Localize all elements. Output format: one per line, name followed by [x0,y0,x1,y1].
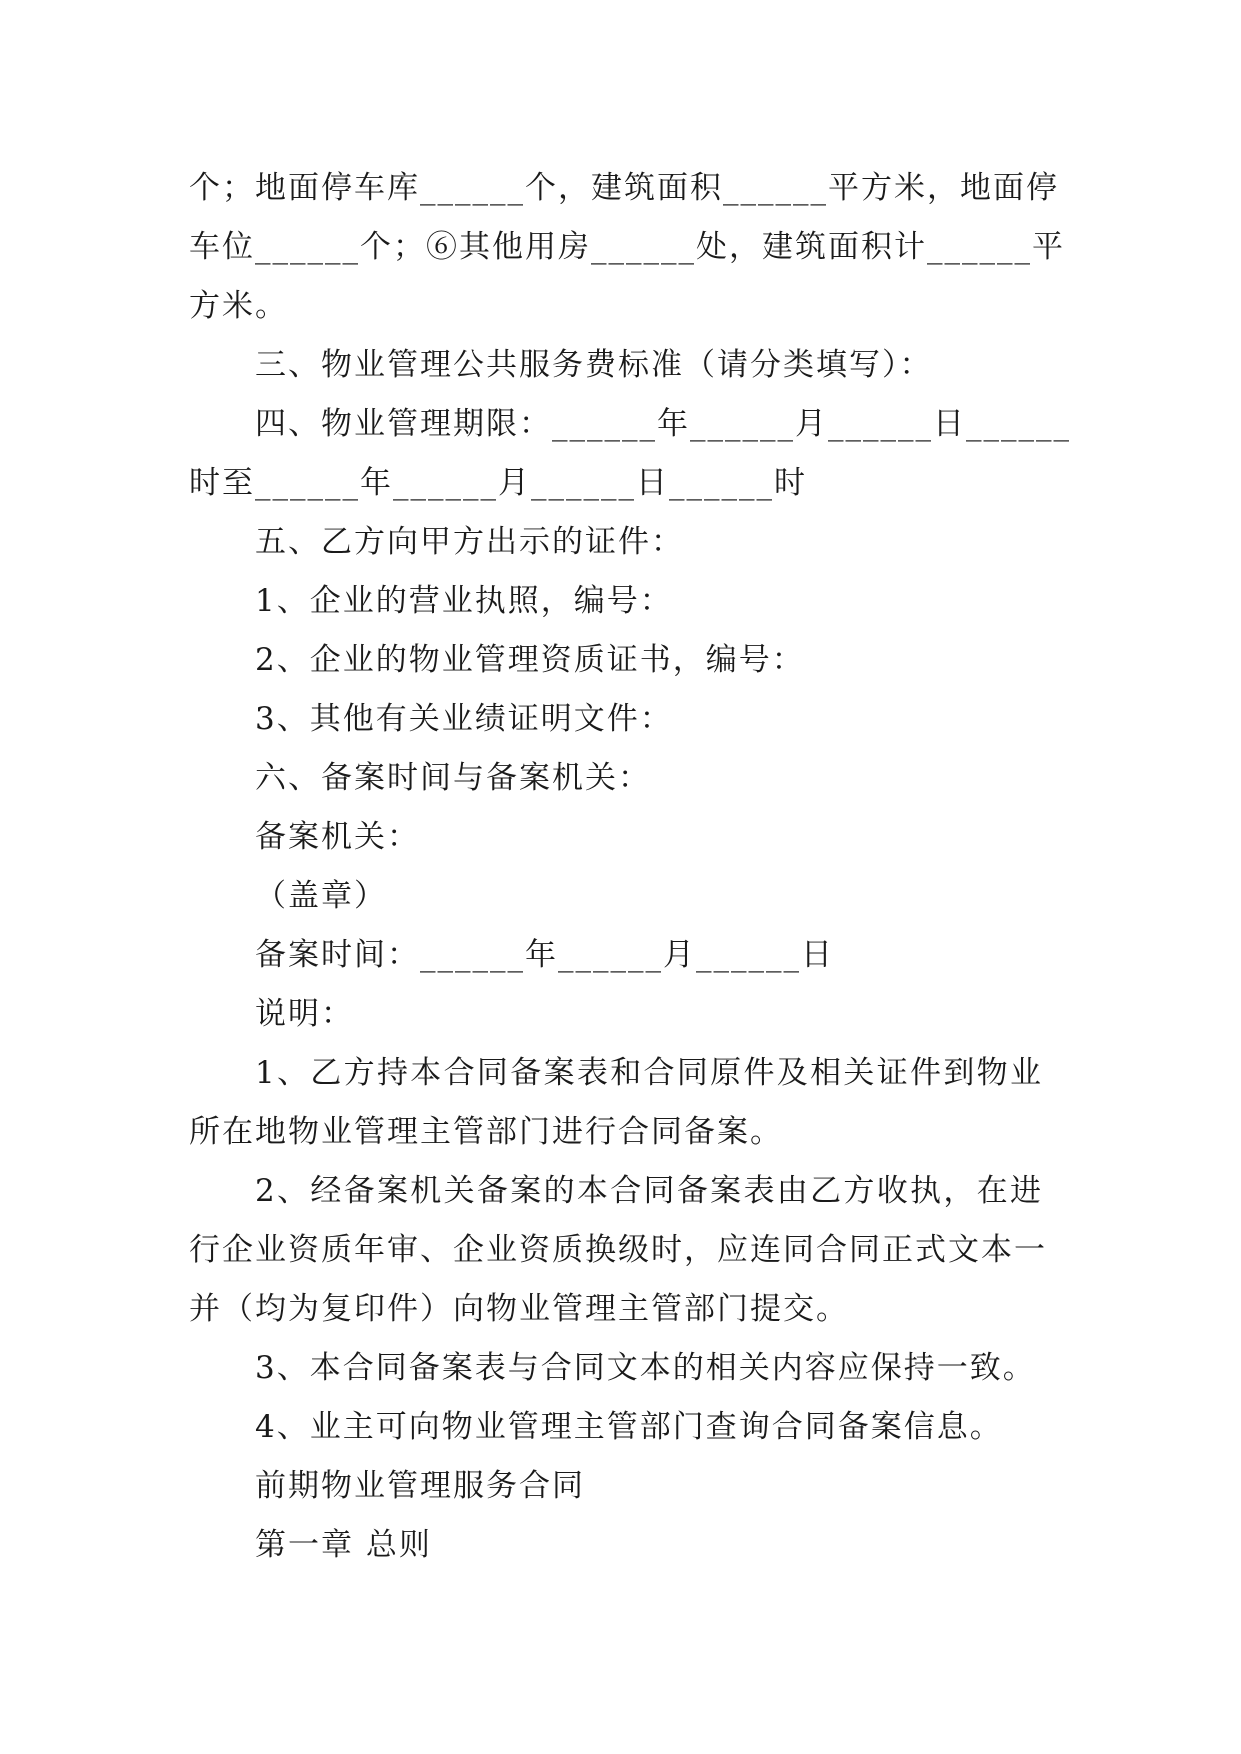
seal-label: （盖章） [255,878,387,914]
filing-date-label: 备案时间：______年______月______日 [255,937,834,973]
list-item: 1、企业的营业执照，编号： [255,583,673,619]
list-item: 3、其他有关业绩证明文件： [255,701,673,737]
paragraph-line: 行企业资质年审、企业资质换级时，应连同合同正式文本一 [189,1232,1047,1268]
list-item: 1、乙方持本合同备案表和合同原件及相关证件到物业 [255,1055,1043,1091]
paragraph-line: 所在地物业管理主管部门进行合同备案。 [189,1114,783,1150]
section-heading: 四、物业管理期限：______年______月______日______ [255,406,1071,442]
section-heading: 五、乙方向甲方出示的证件： [255,524,684,560]
paragraph-line: 时至______年______月______日______时 [189,465,807,501]
paragraph-line: 个；地面停车库______个，建筑面积______平方米，地面停 [189,170,1059,206]
section-heading: 六、备案时间与备案机关： [255,760,651,796]
list-item: 2、经备案机关备案的本合同备案表由乙方收执，在进 [255,1173,1043,1209]
notes-heading: 说明： [255,996,354,1032]
paragraph-line: 并（均为复印件）向物业管理主管部门提交。 [189,1291,849,1327]
paragraph-line: 方米。 [189,288,288,324]
list-item: 3、本合同备案表与合同文本的相关内容应保持一致。 [255,1350,1036,1386]
chapter-heading: 第一章 总则 [255,1527,432,1563]
section-heading: 三、物业管理公共服务费标准（请分类填写）： [255,347,933,383]
contract-title: 前期物业管理服务合同 [255,1468,585,1504]
list-item: 2、企业的物业管理资质证书，编号： [255,642,805,678]
list-item: 4、业主可向物业管理主管部门查询合同备案信息。 [255,1409,1003,1445]
filing-authority-label: 备案机关： [255,819,420,855]
paragraph-line: 车位______个；⑥其他用房______处，建筑面积计______平 [189,229,1065,265]
